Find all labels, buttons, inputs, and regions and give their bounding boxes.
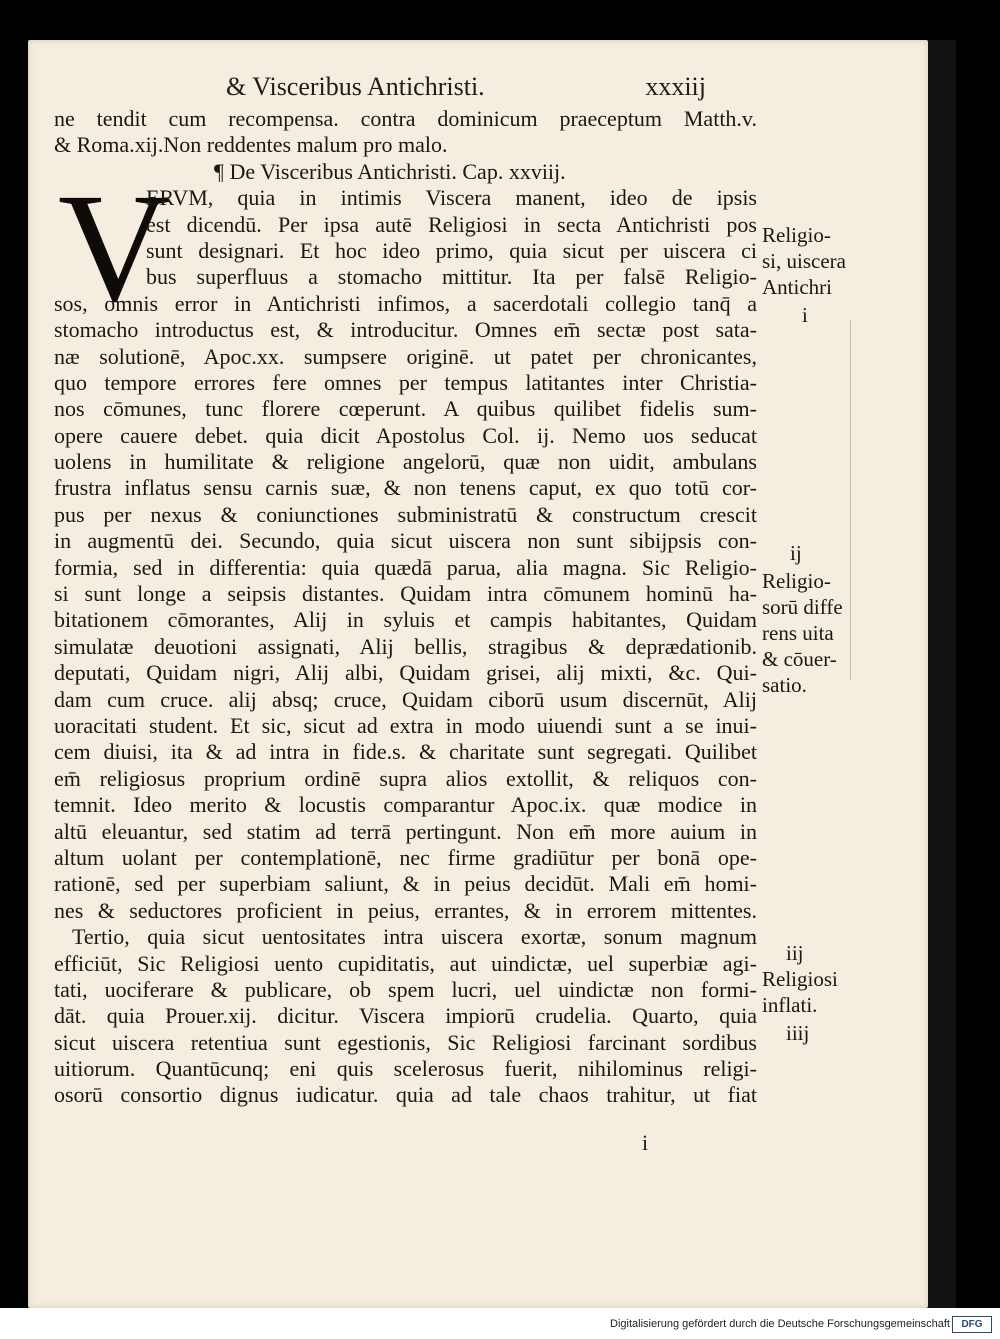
text-line: cem diuisi, ita & ad intra in fide.s. & charitate sunt segregati. Quilibet bbox=[54, 739, 757, 765]
text-line: sicut uiscera retentiua sunt egestionis, Sic Religiosi farcinant sordibus bbox=[54, 1029, 757, 1055]
marginal-line: i bbox=[802, 303, 808, 327]
text-line: tati, uociferare & publicare, ob spem lucri, uel uindictæ non formi- bbox=[54, 976, 757, 1002]
running-head-title: & Visceribus Antichristi. bbox=[226, 72, 485, 101]
marginal-line: si, uiscera bbox=[762, 249, 846, 273]
page-edge bbox=[928, 40, 956, 1308]
running-head bbox=[226, 72, 706, 106]
text-line: est dicendū. Per ipsa autē Religiosi in secta Antichristi pos bbox=[146, 211, 757, 237]
text-line: nes & seductores proficient in peius, errantes, & in errorem mittentes. bbox=[54, 897, 757, 923]
text-line: deputati, Quidam nigri, Alij albi, Quidam grisei, alij mixti, &c. Qui- bbox=[54, 660, 757, 686]
text-line: temnit. Ideo merito & locustis comparantur Apoc.ix. quæ modice in bbox=[54, 792, 757, 818]
drop-cap: V bbox=[58, 161, 171, 334]
marginal-number bbox=[802, 302, 912, 328]
marginal-line: iiij bbox=[786, 1021, 810, 1045]
text-line: næ solutionē, Apoc.xx. sumpsere originē. ut patet per chronicantes, bbox=[54, 343, 757, 369]
text-line: si sunt longe a seipsis distantes. Quidam intra cōmunem hominū ha- bbox=[54, 581, 757, 607]
funding-credit: Digitalisierung gefördert durch die Deutsche Forschungsgemeinschaft bbox=[610, 1318, 950, 1330]
marginal-line: inflati. bbox=[762, 993, 818, 1017]
text-line: simulatæ deuotioni assignati, Alij bellis, stragibus & deprædationib. bbox=[54, 633, 757, 659]
text-line: quo tempore errores fere omnes per tempus latitantes inter Christia- bbox=[54, 369, 757, 395]
marginal-note bbox=[762, 568, 872, 698]
folio-number: xxxiij bbox=[645, 72, 706, 101]
marginal-line: sorū diffe bbox=[762, 595, 843, 619]
marginal-number bbox=[790, 540, 900, 566]
text-line: efficiūt, Sic Religiosi uento cupiditatis, aut uindictæ, uel superbiæ agi- bbox=[54, 950, 757, 976]
text-line: uitiorum. Quantūcunq; eni quis scelerosus fuerit, nihilominus religi- bbox=[54, 1056, 757, 1082]
text-line: ne tendit cum recompensa. contra dominicum praeceptum Matth.v. bbox=[54, 106, 757, 131]
text-line: altum uolant per contemplationē, nec firme gradiūtur per bonā ope- bbox=[54, 844, 757, 870]
chapter-heading: ¶ De Visceribus Antichristi. Cap. xxviij. bbox=[214, 158, 566, 184]
text-line: uolens in humilitate & religione angelorū, quæ non uidit, ambulans bbox=[54, 449, 757, 475]
marginal-line: Religio- bbox=[762, 223, 831, 247]
text-line: Tertio, quia sicut uentositates intra uiscera exortæ, sonum magnum bbox=[72, 924, 757, 950]
text-line: ERVM, quia in intimis Viscera manent, ideo de ipsis bbox=[146, 185, 757, 211]
footer-bar bbox=[0, 1308, 1000, 1339]
text-line: rationē, sed per superbiam saliunt, & in peius decidūt. Mali em̄ homi- bbox=[54, 871, 757, 897]
text-line: in augmentū dei. Secundo, quia sicut uiscera non sunt sibijpsis con- bbox=[54, 528, 757, 554]
text-line: dam cum cruce. alij absq; cruce, Quidam ciborū usum discernūt, Alij bbox=[54, 686, 757, 712]
marginal-line: & cōuer- bbox=[762, 647, 837, 671]
text-line: osorū consortio dignus iudicatur. quia ad tale chaos trahitur, ut fiat bbox=[54, 1082, 757, 1108]
marginal-line: Religiosi bbox=[762, 967, 838, 991]
text-line: altū eleuantur, sed statim ad terrā pertingunt. Non em̄ more auium in bbox=[54, 818, 757, 844]
text-line: sunt designari. Et hoc ideo primo, quia sicut per uiscera ci bbox=[146, 237, 757, 263]
text-line: opere cauere debet. quia dicit Apostolus Col. ij. Nemo uos seducat bbox=[54, 422, 757, 448]
marginal-line: rens uita bbox=[762, 621, 834, 645]
text-line: bus superfluus a stomacho mittitur. Ita per falsē Religio- bbox=[146, 264, 757, 290]
text-line: dāt. quia Prouer.xij. dicitur. Viscera impiorū crudelia. Quarto, quia bbox=[54, 1003, 757, 1029]
text-line: bitationem cōmorantes, Alij in syluis et campis habitantes, Quidam bbox=[54, 607, 757, 633]
text-line: em̄ religiosus proprium ordinē supra alios extollit, & reliquos con- bbox=[54, 765, 757, 791]
text-line: nos cōmunes, tunc florere cœperunt. A quibus quilibet fidelis sum- bbox=[54, 396, 757, 422]
text-line: stomacho introductus est, & introducitur. Omnes em̄ sectæ post sata- bbox=[54, 317, 757, 343]
dfg-logo: DFG bbox=[952, 1316, 992, 1333]
text-line: sos, omnis error in Antichristi infimos, a sacerdotali collegio tanq̄ a bbox=[54, 290, 757, 316]
marginal-number bbox=[786, 940, 896, 966]
marginal-number bbox=[786, 1020, 896, 1046]
text-line: frustra inflatus sensu carnis suæ, & non tenens caput, ex quo totū cor- bbox=[54, 475, 757, 501]
text-line: formia, sed in differentia: quia quædā parua, alia magna. Sic Religio- bbox=[54, 554, 757, 580]
signature-mark: i bbox=[642, 1130, 649, 1155]
text-line: & Roma.xij.Non reddentes malum pro malo. bbox=[54, 132, 448, 158]
main-text-block bbox=[54, 106, 757, 1109]
text-line: pus per nexus & coniunctiones subministratū & constructum crescit bbox=[54, 501, 757, 527]
text-line: uoracitati student. Et sic, sicut ad extra in modo uiuendi sunt a se inui- bbox=[54, 712, 757, 738]
marginal-note bbox=[762, 222, 872, 300]
marginal-line: satio. bbox=[762, 673, 807, 697]
marginal-note bbox=[762, 966, 872, 1018]
marginal-line: Religio- bbox=[762, 569, 831, 593]
marginal-line: ij bbox=[790, 541, 802, 565]
marginal-line: Antichri bbox=[762, 275, 832, 299]
marginal-line: iij bbox=[786, 941, 804, 965]
